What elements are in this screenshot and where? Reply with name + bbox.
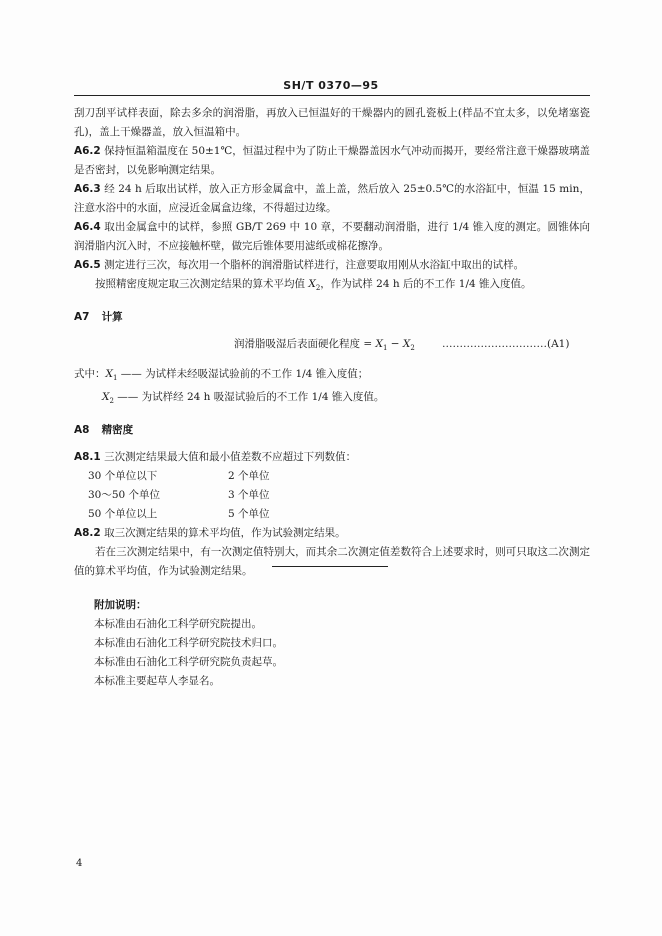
formula-var-x2: X (402, 338, 411, 351)
section-a7-heading (74, 308, 590, 327)
main-content (74, 104, 590, 581)
text-part: ，作为试样 24 h 后的不工作 1/4 锥入度值。 (320, 278, 532, 290)
variable: X (105, 368, 113, 381)
clause-text: 取三次测定结果的算术平均值，作为试验测定结果。 (104, 527, 346, 540)
formula-minus: − (387, 338, 403, 351)
notes-line: 本标准由石油化工科学研究院提出。 (94, 618, 262, 630)
subscript: 2 (410, 344, 415, 353)
value-cell: 3 个单位 (228, 489, 270, 502)
section-number: A8 (74, 424, 90, 437)
section-a8-heading (74, 421, 590, 440)
notes-line: 本标准由石油化工科学研究院技术归口。 (94, 637, 283, 649)
text-part: 按照精密度规定取三次测定结果的算术平均值 (95, 278, 309, 290)
subscript: 2 (109, 397, 114, 406)
clause-a6-3 (74, 180, 590, 218)
section-number: A7 (74, 311, 90, 324)
clause-number: A8.2 (74, 527, 101, 540)
clause-number: A6.4 (74, 221, 101, 233)
table-row (88, 467, 590, 486)
clause-a6-5 (74, 256, 590, 275)
formula-expression (234, 335, 415, 358)
value-cell: 2 个单位 (228, 470, 270, 483)
clause-text: 测定进行三次，每次用一个脂杯的润滑脂试样进行，注意要取用刚从水浴缸中取出的试样。 (104, 259, 525, 271)
header-rule (74, 95, 590, 96)
range-cell: 30 个单位以下 (88, 470, 158, 483)
where-prefix: 式中： (74, 368, 106, 381)
formula-number: …………………………(A1) (442, 338, 570, 351)
notes-title: 附加说明： (94, 599, 147, 611)
clause-a8-2-follow: 若在三次测定结果中，有一次测定值特别大，而其余二次测定值差数符合上述要求时，则可只取这二次测定值的算术平均值，作为试验测定结果。 (74, 546, 590, 578)
precision-table (88, 467, 590, 524)
subscript: 2 (315, 284, 321, 293)
variable: X (102, 391, 110, 404)
paragraph-continued: 刮刀刮平试样表面，除去多余的润滑脂，再放入已恒温好的干燥器内的圆孔瓷板上(样品不宜太多，以免堵塞瓷孔)，盖上干燥器盖，放入恒温箱中。 (74, 107, 590, 138)
clause-a6-2 (74, 142, 590, 180)
formula-label: 润滑脂吸湿后表面硬化程度 = (234, 338, 376, 351)
formula-where-x2 (102, 388, 590, 411)
clause-text: 保持恒温箱温度在 50±1℃，恒温过程中为了防止干燥器盖因水气冲动而揭开，要经常注意干燥器玻璃盖是否密封，以免影响测定结果。 (74, 145, 591, 176)
page-number: 4 (76, 858, 83, 869)
formula-a1 (74, 335, 590, 357)
formula-var-x1: X (375, 338, 383, 351)
subscript: 1 (382, 344, 388, 353)
table-row (88, 505, 590, 524)
standard-number-header: SH/T 0370—95 (283, 79, 379, 92)
clause-text: 取出金属盒中的试样，参照 GB/T 269 中 10 章，不要翻动润滑脂，进行 1/4 锥入度的测定。圆锥体向润滑脂内沉入时，不应接触杯壁，做完后锥体要用滤纸或棉花擦净。 (74, 221, 590, 252)
clause-a8-1 (74, 448, 590, 467)
clause-number: A8.1 (74, 451, 101, 464)
clause-number: A6.3 (74, 183, 101, 195)
variable: X (308, 278, 316, 290)
end-rule (272, 566, 388, 567)
formula-where-x1 (74, 365, 590, 388)
value-cell: 5 个单位 (228, 508, 270, 521)
where-definition: —— 为试样经 24 h 吸湿试验后的不工作 1/4 锥入度值。 (113, 391, 385, 404)
section-title: 计算 (101, 311, 123, 324)
notes-line: 本标准由石油化工科学研究院负责起草。 (94, 656, 283, 668)
where-definition: —— 为试样未经吸湿试验前的不工作 1/4 锥入度值； (117, 368, 369, 381)
range-cell: 30～50 个单位 (88, 489, 161, 502)
clause-a8-2 (74, 524, 590, 543)
additional-notes (94, 596, 554, 691)
clause-a6-5-follow (74, 275, 590, 298)
range-cell: 50 个单位以上 (88, 508, 158, 521)
subscript: 1 (112, 374, 118, 383)
notes-line: 本标准主要起草人李显名。 (94, 675, 220, 687)
clause-text: 三次测定结果最大值和最小值差数不应超过下列数值： (104, 451, 357, 464)
clause-a6-4 (74, 218, 590, 256)
section-title: 精密度 (101, 424, 134, 437)
clause-number: A6.2 (74, 145, 101, 157)
table-row (88, 486, 590, 505)
clause-number: A6.5 (74, 259, 101, 271)
clause-text: 经 24 h 后取出试样，放入正方形金属盒中，盖上盖，然后放入 25±0.5℃的水浴缸中，恒温 15 min，注意水浴中的水面，应浸近金属盒边缘，不得超过边缘。 (74, 183, 590, 214)
